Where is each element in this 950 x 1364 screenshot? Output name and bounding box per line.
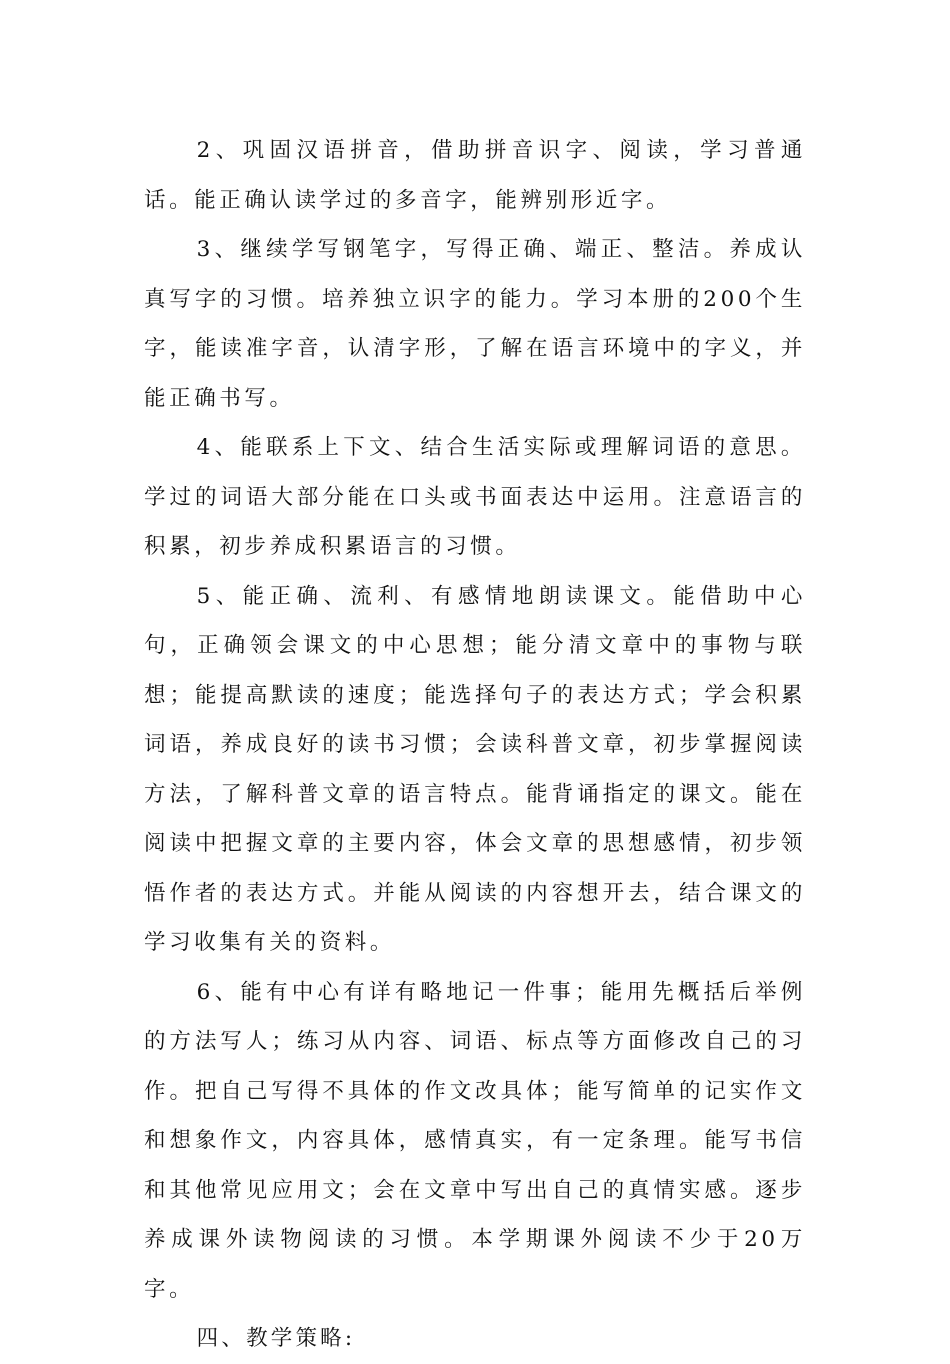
section-heading: 四、教学策略: [196,1326,356,1351]
paragraph-item-4: 4、能联系上下文、结合生活实际或理解词语的意思。学过的词语大部分能在口头或书面表达中运用。注意语言的积累，初步养成积累语言的习惯。 [144,435,806,559]
paragraph-item-3: 3、继续学写钢笔字，写得正确、端正、整洁。养成认真写字的习惯。培养独立识字的能力。学习本册的200个生字，能读准字音，认清字形，了解在语言环境中的字义，并能正确书写。 [144,237,806,411]
paragraph-item-2: 2、巩固汉语拼音，借助拼音识字、阅读，学习普通话。能正确认读学过的多音字，能辨别形近字。 [144,138,806,213]
paragraph-item-6: 6、能有中心有详有略地记一件事；能用先概括后举例的方法写人；练习从内容、词语、标点等方面修改自己的习作。把自己写得不具体的作文改具体；能写简单的记实作文和想象作文，内容具体，感情真实，有一定条理。能写书信和其他常见应用文；会在文章中写出自己的真情实感。逐步养成课外读物阅读的习惯。本学期课外阅读不少于20万字。 [144,979,806,1302]
paragraph-item-5: 5、能正确、流利、有感情地朗读课文。能借助中心句，正确领会课文的中心思想；能分清文章中的事物与联想；能提高默读的速度；能选择句子的表达方式；学会积累词语，养成良好的读书习惯；会读科普文章，初步掌握阅读方法，了解科普文章的语言特点。能背诵指定的课文。能在阅读中把握文章的主要内容，体会文章的思想感情，初步领悟作者的表达方式。并能从阅读的内容想开去，结合课文的学习收集有关的资料。 [144,583,806,955]
document-body [144,126,806,1364]
